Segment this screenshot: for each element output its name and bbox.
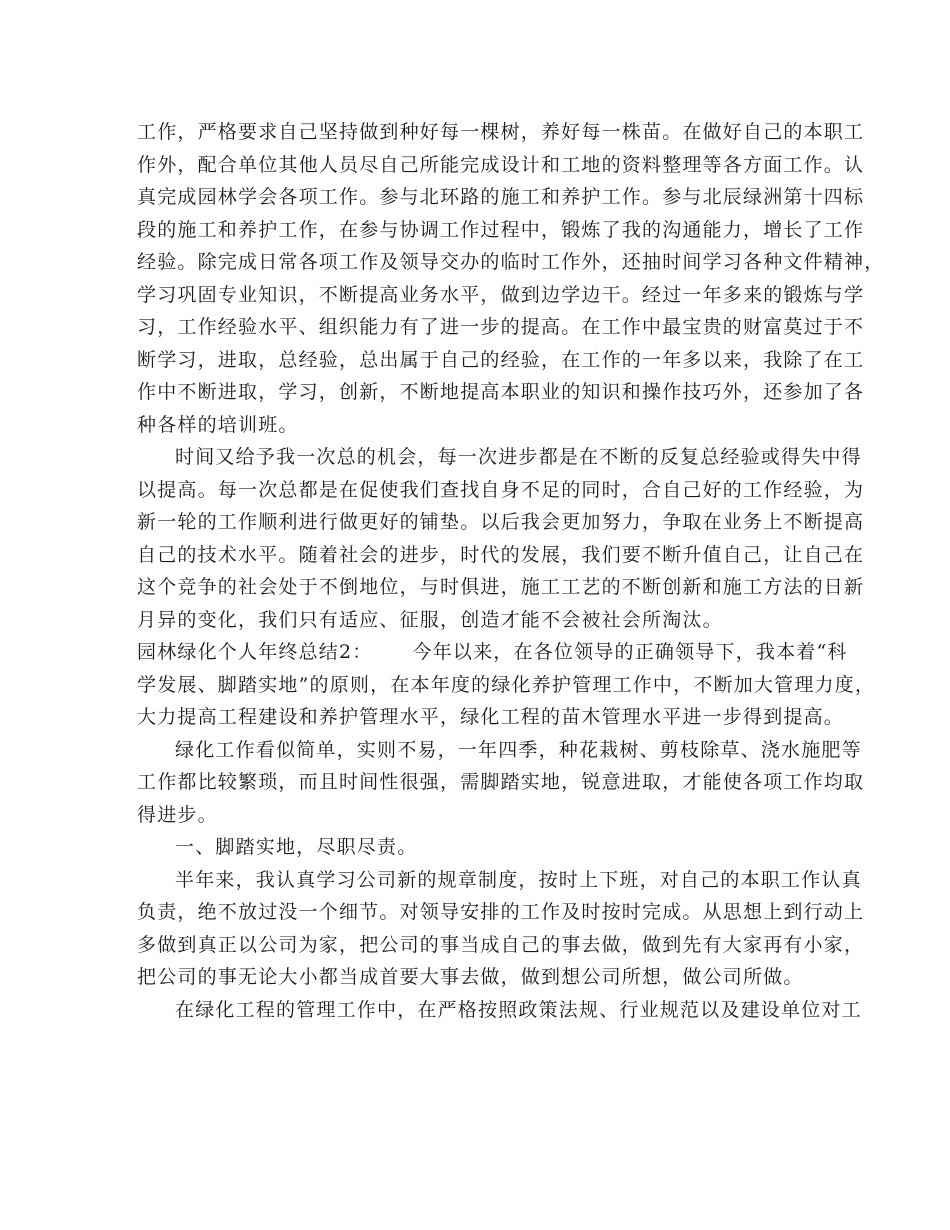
body-line: 真完成园林学会各项工作。参与北环路的施工和养护工作。参与北辰绿洲第十四标 xyxy=(137,186,865,208)
body-line: 工作，严格要求自己坚持做到种好每一棵树，养好每一株苗。在做好自己的本职工 xyxy=(137,121,865,143)
body-line: 月异的变化，我们只有适应、征服，创造才能不会被社会所淘汰。 xyxy=(137,608,723,631)
paragraph-start-line: 绿化工作看似简单，实则不易，一年四季，种花栽树、剪枝除草、浇水施肥等 xyxy=(175,738,862,761)
section-heading: 园林绿化个人年终总结2： xyxy=(137,641,373,663)
body-line: 得进步。 xyxy=(137,803,218,826)
paragraph-start-line: 在绿化工程的管理工作中，在严格按照政策法规、行业规范以及建设单位对工 xyxy=(175,998,862,1021)
body-line: 多做到真正以公司为家，把公司的事当成自己的事去做，做到先有大家再有小家， xyxy=(137,933,865,956)
section-intro-text: 今年以来，在各位领导的正确领导下，我本着“科 xyxy=(412,641,848,663)
section-heading-line xyxy=(137,636,848,669)
body-line: 经验。除完成日常各项工作及领导交办的临时工作外，还抽时间学习各种文件精神， xyxy=(137,251,885,273)
body-line: 种各样的培训班。 xyxy=(137,413,299,436)
body-line: 大力提高工程建设和养护管理水平，绿化工程的苗木管理水平进一步得到提高。 xyxy=(137,706,845,728)
body-line: 以提高。每一次总都是在促使我们查找自身不足的同时，合自己好的工作经验，为 xyxy=(137,478,865,501)
subheading-line: 一、脚踏实地，尽职尽责。 xyxy=(175,836,418,858)
body-line: 作中不断进取，学习，创新，不断地提高本职业的知识和操作技巧外，还参加了各 xyxy=(137,381,865,403)
body-line: 这个竞争的社会处于不倒地位，与时俱进，施工工艺的不断创新和施工方法的日新 xyxy=(137,576,865,598)
body-line: 学发展、脚踏实地”的原则，在本年度的绿化养护管理工作中，不断加大管理力度， xyxy=(137,673,876,696)
body-line: 段的施工和养护工作，在参与协调工作过程中，锻炼了我的沟通能力，增长了工作 xyxy=(137,218,865,241)
body-line: 习，工作经验水平、组织能力有了进一步的提高。在工作中最宝贵的财富莫过于不 xyxy=(137,316,865,338)
body-line: 作外，配合单位其他人员尽自己所能完成设计和工地的资料整理等各方面工作。认 xyxy=(137,153,865,176)
paragraph-start-line: 半年来，我认真学习公司新的规章制度，按时上下班，对自己的本职工作认真 xyxy=(175,868,862,891)
body-line: 把公司的事无论大小都当成首要大事去做，做到想公司所想，做公司所做。 xyxy=(137,966,804,988)
body-line: 断学习，进取，总经验，总出属于自己的经验，在工作的一年多以来，我除了在工 xyxy=(137,348,865,371)
paragraph-start-line: 时间又给予我一次总的机会，每一次进步都是在不断的反复总经验或得失中得 xyxy=(175,446,862,468)
body-line: 新一轮的工作顺利进行做更好的铺垫。以后我会更加努力，争取在业务上不断提高 xyxy=(137,511,865,533)
body-line: 学习巩固专业知识，不断提高业务水平，做到边学边干。经过一年多来的锻炼与学 xyxy=(137,283,865,306)
document-body xyxy=(137,116,885,1026)
body-line: 负责，绝不放过没一个细节。对领导安排的工作及时按时完成。从思想上到行动上 xyxy=(137,901,865,923)
body-line: 自己的技术水平。随着社会的进步，时代的发展，我们要不断升值自己，让自己在 xyxy=(137,543,865,566)
body-line: 工作都比较繁琐，而且时间性很强，需脚踏实地，锐意进取，才能使各项工作均取 xyxy=(137,771,865,793)
